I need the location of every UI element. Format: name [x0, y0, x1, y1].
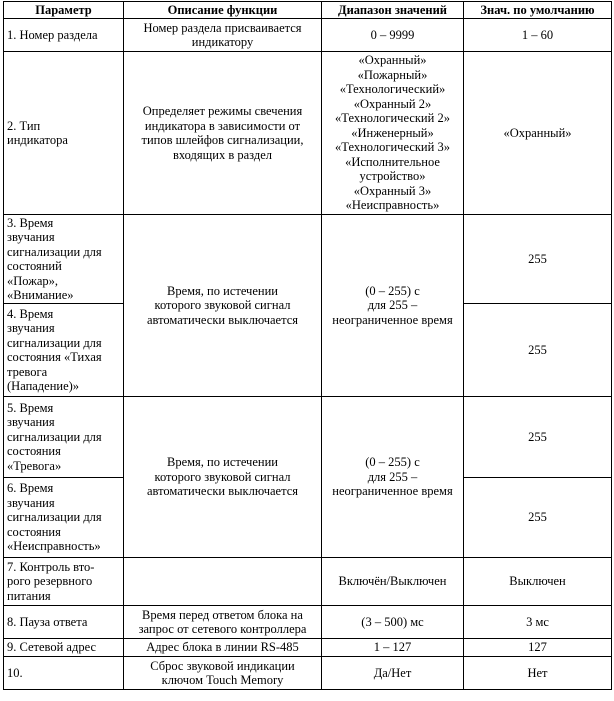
table-row	[4, 215, 612, 304]
table-row	[4, 657, 612, 690]
description-line: Номер раздела присваивается	[143, 20, 302, 35]
param-line: рого резервного	[7, 574, 93, 589]
description-cell	[124, 606, 322, 639]
header-param: Параметр	[4, 2, 124, 19]
param-line: состояния	[7, 524, 61, 539]
param-line: звучания	[7, 230, 55, 244]
description-line: Время, по истечении	[167, 283, 278, 298]
param-line: сигнализации для	[7, 510, 102, 525]
param-cell	[4, 558, 124, 606]
param-line: сигнализации для	[7, 429, 102, 444]
range-option: устройство»	[359, 169, 426, 184]
default-cell: Выключен	[464, 558, 612, 606]
table-row	[4, 397, 612, 478]
description-cell	[124, 558, 322, 606]
range-cell: Включён/Выключен	[322, 558, 464, 606]
range-cell	[322, 397, 464, 558]
default-cell: 1 – 60	[464, 19, 612, 52]
range-line: для 255 –	[367, 469, 418, 484]
table-row	[4, 606, 612, 639]
description-cell	[124, 215, 322, 397]
param-line: 6. Время	[7, 481, 54, 496]
table-row	[4, 19, 612, 52]
range-option: «Неисправность»	[345, 198, 440, 213]
param-line: тревога	[7, 364, 48, 379]
range-option: «Пожарный»	[357, 67, 428, 82]
header-default: Знач. по умолчанию	[464, 2, 612, 19]
param-cell: 10.	[4, 657, 124, 690]
param-line: 4. Время	[7, 306, 54, 321]
param-line: состояния «Тихая	[7, 350, 102, 364]
default-cell: 127	[464, 639, 612, 657]
param-line: 3. Время	[7, 215, 54, 230]
param-line: 7. Контроль вто-	[7, 559, 95, 574]
param-line: 5. Время	[7, 400, 54, 415]
description-line: индикатору	[191, 35, 254, 49]
header-description: Описание функции	[124, 2, 322, 19]
param-line: состояний	[7, 259, 62, 273]
default-cell: 255	[464, 478, 612, 558]
default-cell: «Охранный»	[464, 52, 612, 215]
description-line: автоматически выключается	[146, 312, 298, 327]
range-line: (0 – 255) с	[365, 283, 420, 298]
range-line: неограниченное время	[332, 312, 453, 327]
range-line: для 255 –	[367, 298, 418, 313]
param-cell	[4, 397, 124, 478]
description-line: которого звуковой сигнал	[154, 298, 291, 313]
description-cell: Адрес блока в линии RS-485	[124, 639, 322, 657]
default-cell: 255	[464, 215, 612, 304]
param-line: звучания	[7, 321, 55, 335]
description-cell	[124, 19, 322, 52]
range-option: «Технологический 2»	[335, 111, 450, 126]
header-range: Диапазон значений	[322, 2, 464, 19]
param-line: (Нападение)»	[7, 379, 80, 393]
range-line: неограниченное время	[332, 484, 453, 499]
description-cell	[124, 397, 322, 558]
param-line: звучания	[7, 495, 55, 510]
param-line: «Внимание»	[7, 288, 74, 302]
parameters-table	[3, 1, 612, 690]
range-option: «Инженерный»	[351, 125, 434, 140]
param-line: состояния	[7, 444, 61, 459]
param-cell: 9. Сетевой адрес	[4, 639, 124, 657]
description-line: автоматически выключается	[146, 484, 298, 499]
param-text: 1. Номер раздела	[7, 27, 98, 42]
range-option: «Охранный 2»	[353, 96, 432, 111]
range-option: «Охранный»	[358, 53, 427, 68]
param-line: «Неисправность»	[7, 539, 101, 554]
param-line: сигнализации для	[7, 335, 102, 350]
range-option: «Технологический»	[339, 82, 446, 97]
range-cell: 1 – 127	[322, 639, 464, 657]
default-cell: Нет	[464, 657, 612, 690]
param-line: 2. Тип	[7, 118, 41, 133]
description-line: ключом Touch Memory	[161, 673, 284, 687]
default-cell: 255	[464, 397, 612, 478]
range-cell: 0 – 9999	[322, 19, 464, 52]
description-line: индикатора в зависимости от	[144, 118, 301, 133]
param-line: сигнализации для	[7, 244, 102, 259]
param-cell	[4, 52, 124, 215]
range-option: «Охранный 3»	[353, 183, 432, 198]
range-cell: Да/Нет	[322, 657, 464, 690]
param-cell	[4, 304, 124, 397]
range-option: «Технологический 3»	[335, 140, 450, 155]
param-line: «Тревога»	[7, 458, 62, 473]
description-line: Сброс звуковой индикации	[150, 658, 295, 673]
default-cell: 3 мс	[464, 606, 612, 639]
range-cell	[322, 215, 464, 397]
range-option: «Исполнительное	[345, 154, 440, 169]
description-line: Время перед ответом блока на	[142, 607, 303, 622]
table-row	[4, 639, 612, 657]
param-cell: 8. Пауза ответа	[4, 606, 124, 639]
param-cell	[4, 478, 124, 558]
param-line: «Пожар»,	[7, 273, 59, 288]
description-cell	[124, 657, 322, 690]
header-row	[4, 2, 612, 19]
range-cell: (3 – 500) мс	[322, 606, 464, 639]
description-line: которого звуковой сигнал	[154, 469, 291, 484]
param-cell	[4, 19, 124, 52]
range-cell	[322, 52, 464, 215]
description-line: типов шлейфов сигнализации,	[141, 133, 304, 147]
description-cell	[124, 52, 322, 215]
param-line: звучания	[7, 415, 55, 430]
param-cell	[4, 215, 124, 304]
table-row	[4, 52, 612, 215]
description-line: запрос от сетевого контроллера	[138, 622, 307, 636]
description-line: Определяет режимы свечения	[142, 104, 303, 118]
table-row	[4, 558, 612, 606]
description-line: входящих в раздел	[172, 147, 273, 162]
description-line: Время, по истечении	[167, 455, 278, 470]
default-cell: 255	[464, 304, 612, 397]
range-line: (0 – 255) с	[365, 455, 420, 470]
param-line: питания	[7, 588, 51, 603]
param-line: индикатора	[7, 133, 68, 147]
